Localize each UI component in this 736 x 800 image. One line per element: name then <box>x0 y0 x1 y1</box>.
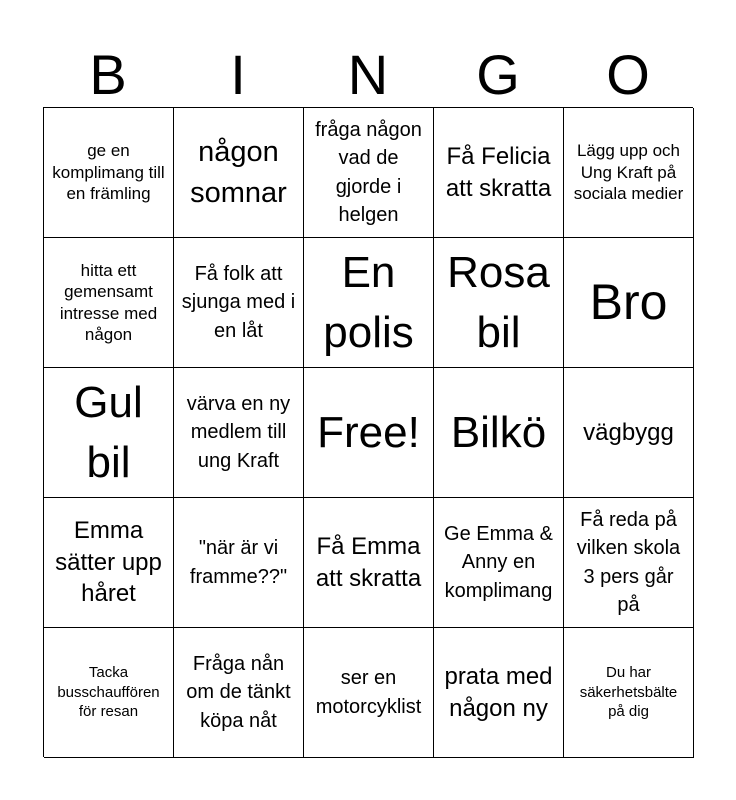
bingo-cell: prata med någon ny <box>434 628 564 758</box>
bingo-cell: någon somnar <box>174 108 304 238</box>
bingo-cell: Få reda på vilken skola 3 pers går på <box>564 498 694 628</box>
bingo-cell: Emma sätter upp håret <box>44 498 174 628</box>
bingo-cell: En polis <box>304 238 434 368</box>
bingo-cell: "när är vi framme??" <box>174 498 304 628</box>
bingo-header <box>43 42 693 108</box>
bingo-cell: Tacka busschauffören för resan <box>44 628 174 758</box>
bingo-cell: ser en motorcyklist <box>304 628 434 758</box>
bingo-cell: Rosa bil <box>434 238 564 368</box>
header-letter-n: N <box>347 43 389 106</box>
bingo-cell: Ge Emma & Anny en komplimang <box>434 498 564 628</box>
bingo-cell: Fråga nån om de tänkt köpa nåt <box>174 628 304 758</box>
bingo-cell: vägbygg <box>564 368 694 498</box>
bingo-cell: Gul bil <box>44 368 174 498</box>
bingo-cell: ge en komplimang till en främling <box>44 108 174 238</box>
bingo-grid <box>43 107 693 757</box>
bingo-cell: fråga någon vad de gjorde i helgen <box>304 108 434 238</box>
bingo-cell: hitta ett gemensamt intresse med någon <box>44 238 174 368</box>
header-letter-g: G <box>476 43 520 106</box>
bingo-cell-free: Free! <box>304 368 434 498</box>
bingo-cell: Lägg upp och Ung Kraft på sociala medier <box>564 108 694 238</box>
bingo-cell: Få Felicia att skratta <box>434 108 564 238</box>
bingo-cell: Bro <box>564 238 694 368</box>
bingo-cell: värva en ny medlem till ung Kraft <box>174 368 304 498</box>
header-letter-b: B <box>89 43 127 106</box>
bingo-cell: Få folk att sjunga med i en låt <box>174 238 304 368</box>
bingo-cell: Du har säkerhetsbälte på dig <box>564 628 694 758</box>
bingo-cell: Få Emma att skratta <box>304 498 434 628</box>
header-letter-o: O <box>606 43 650 106</box>
bingo-cell: Bilkö <box>434 368 564 498</box>
header-letter-i: I <box>230 43 246 106</box>
